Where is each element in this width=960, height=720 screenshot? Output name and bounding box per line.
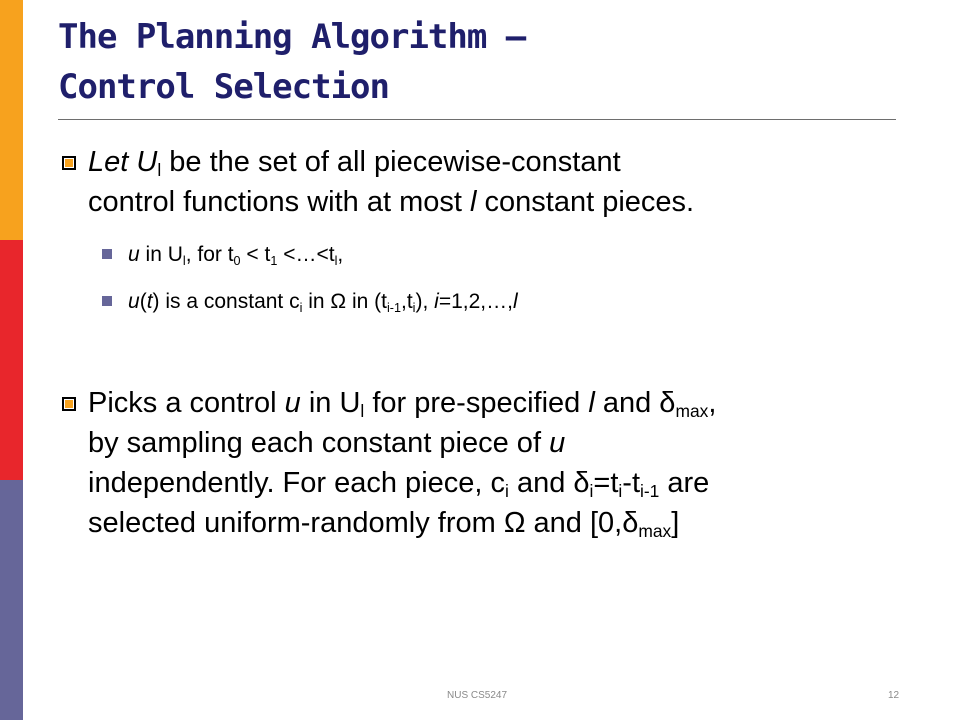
text-list: =1,2,…,	[438, 290, 513, 313]
text-l: l	[512, 290, 518, 313]
bullet-1-line-1	[88, 142, 694, 182]
sub-max: max	[675, 401, 709, 422]
sub-i: i	[618, 481, 623, 502]
text-and-delta: and δ	[594, 387, 676, 419]
text-constant-pieces: constant pieces.	[476, 186, 695, 218]
text-u: u	[128, 290, 140, 313]
text-pre-specified: for pre-specified	[364, 387, 589, 419]
bullet-2-line-4	[88, 503, 716, 543]
sub-bullet-1-text	[128, 240, 343, 270]
text-selected: selected uniform-randomly from Ω and [0,δ	[88, 507, 639, 539]
text-and-delta: and δ	[508, 467, 590, 499]
sub-i: i	[412, 300, 416, 315]
text-control-fns: control functions with at most	[88, 186, 470, 218]
text-sampling: by sampling each constant piece of	[88, 427, 550, 459]
title-line-1: The Planning Algorithm –	[58, 17, 526, 57]
sub-i: i	[589, 481, 594, 502]
sub-max: max	[638, 521, 672, 542]
text-comma: ,	[708, 387, 717, 419]
sub-i: i	[299, 300, 303, 315]
hollow-square-bullet-icon	[62, 156, 76, 170]
text-in-u: in U	[139, 243, 183, 266]
text-minus-t: -t	[622, 467, 641, 499]
filled-square-bullet-icon	[102, 296, 112, 306]
text-picks: Picks a control	[88, 387, 285, 419]
filled-square-bullet-icon	[102, 249, 112, 259]
hollow-square-bullet-icon	[62, 397, 76, 411]
left-band-orange	[0, 0, 23, 240]
sub-l: l	[157, 160, 162, 181]
text-rest: <…<t	[277, 243, 335, 266]
text-eq-t: =t	[593, 467, 619, 499]
text-i: i	[434, 290, 439, 313]
sub-l: l	[334, 253, 338, 268]
text-for-t: , for t	[185, 243, 234, 266]
bullet-square-inner	[65, 400, 73, 408]
sub-0: 0	[233, 253, 241, 268]
text-comma-t: ,t	[400, 290, 413, 313]
text-paren-open: (	[139, 290, 147, 313]
text-l: l	[470, 186, 477, 218]
footer-course: NUS CS5247	[447, 690, 508, 701]
text-l: l	[588, 387, 595, 419]
text-set-def: be the set of all piecewise-constant	[161, 146, 621, 178]
text-are: are	[659, 467, 710, 499]
text-close: ),	[415, 290, 435, 313]
title-line-2: Control Selection	[58, 67, 389, 107]
sub-i-minus-1: i-1	[386, 300, 401, 315]
left-band-red	[0, 240, 23, 480]
sub-i-minus-1: i-1	[640, 481, 660, 502]
sub-l: l	[360, 401, 365, 422]
bullet-2-line-1	[88, 383, 716, 423]
slide-number: 12	[888, 690, 900, 701]
text-in-u: in U	[300, 387, 361, 419]
slide-title	[58, 12, 525, 112]
title-divider	[58, 119, 896, 120]
left-band-slate	[0, 480, 23, 720]
text-is-constant: is a constant c	[159, 290, 300, 313]
text-end: ,	[337, 243, 344, 266]
sub-i: i	[505, 481, 509, 502]
sub-bullet-2-text	[128, 287, 518, 317]
text-u: u	[128, 243, 140, 266]
bullet-square-inner	[65, 159, 73, 167]
text-paren-close: )	[152, 290, 160, 313]
text-t: t	[146, 290, 153, 313]
text-u: u	[549, 427, 566, 459]
bullet-2-line-3	[88, 463, 716, 503]
text-bracket: ]	[671, 507, 680, 539]
text-let-u: Let U	[88, 146, 158, 178]
text-u: u	[284, 387, 301, 419]
bullet-2-line-2	[88, 423, 716, 463]
sub-l: l	[182, 253, 186, 268]
text-lt-t: < t	[240, 243, 271, 266]
text-in-omega: in Ω in (t	[302, 290, 387, 313]
text-independently: independently. For each piece, c	[88, 467, 506, 499]
sub-1: 1	[270, 253, 278, 268]
bullet-1-line-2	[88, 182, 694, 222]
